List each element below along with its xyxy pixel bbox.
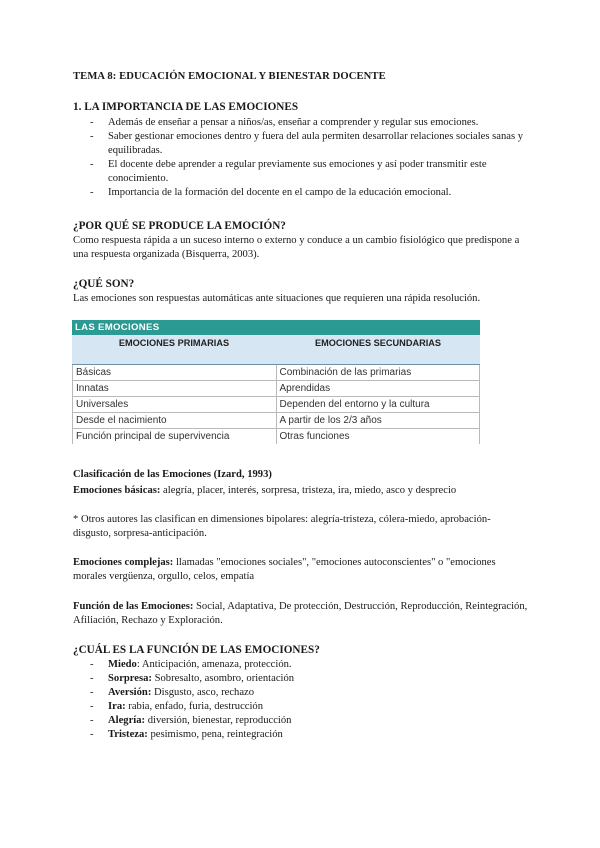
list-item bbox=[90, 672, 530, 686]
table-row bbox=[73, 413, 479, 429]
table-cell: Dependen del entorno y la cultura bbox=[279, 399, 430, 410]
table-cell: Básicas bbox=[73, 365, 277, 380]
funcion-list bbox=[90, 658, 530, 742]
list-item bbox=[90, 700, 530, 714]
table-row bbox=[73, 397, 479, 413]
table-row bbox=[73, 381, 479, 397]
table-body bbox=[72, 365, 480, 444]
emociones-complejas-label: Emociones complejas: bbox=[73, 557, 174, 568]
emotion-text: pesimismo, pena, reintegración bbox=[147, 729, 283, 740]
funcion-emociones-text: Social, Adaptativa, De protección, Destrucción, Reproducción, Reintegración, Afiliación, Rechazo y Exploración. bbox=[73, 601, 528, 626]
table-row bbox=[73, 429, 479, 444]
emotion-label: Miedo bbox=[108, 659, 137, 670]
emotion-label: Aversión: bbox=[108, 687, 152, 698]
table-cell: Combinación de las primarias bbox=[279, 367, 412, 378]
emotion-text: Sobresalto, asombro, orientación bbox=[151, 673, 295, 684]
section-heading-por-que: ¿POR QUÉ SE PRODUCE LA EMOCIÓN? bbox=[73, 220, 286, 232]
emotion-text: : Anticipación, amenaza, protección. bbox=[136, 659, 292, 670]
table-row bbox=[73, 365, 479, 381]
table-header-row bbox=[72, 335, 480, 365]
funcion-emociones-label: Función de las Emociones: bbox=[73, 601, 194, 612]
emotion-text: diversión, bienestar, reproducción bbox=[145, 715, 292, 726]
document-title: TEMA 8: EDUCACIÓN EMOCIONAL Y BIENESTAR DOCENTE bbox=[73, 71, 386, 82]
list-item bbox=[90, 728, 530, 742]
emociones-basicas-paragraph bbox=[73, 484, 528, 498]
emotion-label: Alegría: bbox=[108, 715, 146, 726]
list-item: - Importancia de la formación del docente en el campo de la educación emocional. bbox=[90, 186, 530, 200]
clasificacion-heading: Clasificación de las Emociones (Izard, 1993) bbox=[73, 469, 272, 480]
column-header-secundarias: EMOCIONES SECUNDARIAS bbox=[314, 338, 442, 348]
table-cell: A partir de los 2/3 años bbox=[279, 415, 382, 426]
section-heading-funcion: ¿CUÁL ES LA FUNCIÓN DE LAS EMOCIONES? bbox=[73, 644, 320, 656]
table-cell: Función principal de supervivencia bbox=[73, 429, 277, 444]
table-cell: Otras funciones bbox=[279, 431, 350, 442]
que-son-paragraph: Las emociones son respuestas automáticas ante situaciones que requieren una rápida resolución. bbox=[73, 293, 481, 304]
emociones-complejas-text: llamadas "emociones sociales", "emociones autoconscientes" o "emociones morales vergüenza, orgullo, celos, empatía bbox=[73, 557, 496, 582]
funcion-emociones-paragraph bbox=[73, 600, 528, 628]
emotion-label: Sorpresa: bbox=[108, 673, 152, 684]
emociones-complejas-paragraph bbox=[73, 556, 528, 584]
table-cell: Innatas bbox=[73, 381, 277, 396]
emotion-text: Disgusto, asco, rechazo bbox=[151, 687, 255, 698]
otros-autores-paragraph: * Otros autores las clasifican en dimensiones bipolares: alegría-tristeza, cólera-miedo, aprobación-disgusto, sorpresa-anticipación. bbox=[73, 514, 491, 539]
table-cell: Universales bbox=[73, 397, 277, 412]
por-que-paragraph: Como respuesta rápida a un suceso interno o externo y conduce a un cambio fisiológico que predispone a una respuesta organizada (Bisquerra, 2003). bbox=[73, 235, 520, 260]
section-heading-importancia: 1. LA IMPORTANCIA DE LAS EMOCIONES bbox=[73, 101, 299, 113]
emotions-table bbox=[72, 320, 480, 444]
emotion-text: rabia, enfado, furia, destrucción bbox=[125, 701, 264, 712]
emotion-label: Tristeza: bbox=[108, 729, 148, 740]
emociones-basicas-label: Emociones básicas: bbox=[73, 485, 161, 496]
list-item: - Además de enseñar a pensar a niños/as, enseñar a comprender y regular sus emociones. bbox=[90, 116, 530, 130]
table-cell: Aprendidas bbox=[279, 383, 331, 394]
table-title: LAS EMOCIONES bbox=[72, 320, 480, 335]
column-header-primarias: EMOCIONES PRIMARIAS bbox=[118, 338, 230, 348]
list-item bbox=[90, 658, 530, 672]
emotion-label: Ira: bbox=[108, 701, 126, 712]
list-item: - El docente debe aprender a regular previamente sus emociones y así poder transmitir este conocimiento. bbox=[90, 158, 530, 186]
section-heading-que-son: ¿QUÉ SON? bbox=[73, 278, 135, 290]
list-item: - Saber gestionar emociones dentro y fuera del aula permiten desarrollar relaciones sociales sanas y equilibradas. bbox=[90, 130, 530, 158]
emociones-basicas-text: alegría, placer, interés, sorpresa, tristeza, ira, miedo, asco y desprecio bbox=[160, 485, 457, 496]
list-item bbox=[90, 714, 530, 728]
list-item bbox=[90, 686, 530, 700]
table-cell: Desde el nacimiento bbox=[73, 413, 277, 428]
importancia-list bbox=[90, 116, 530, 200]
